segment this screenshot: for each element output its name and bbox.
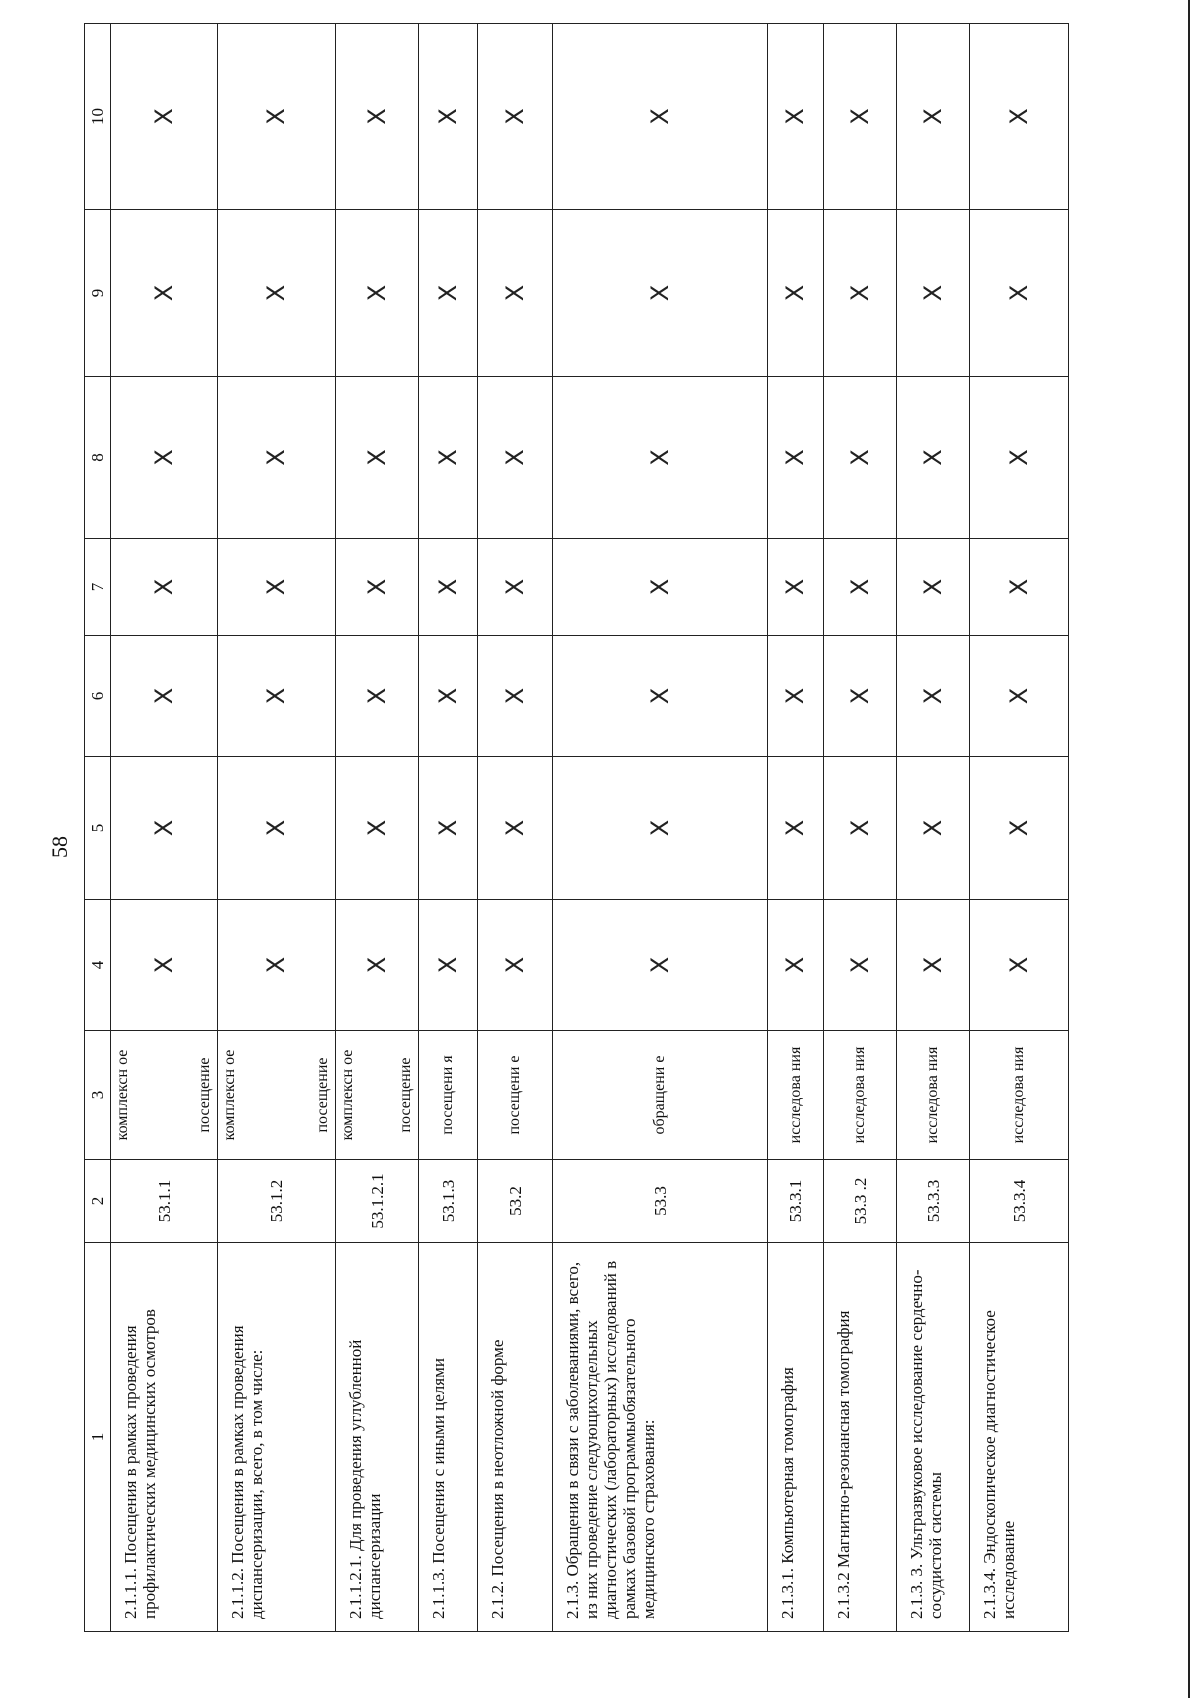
- x-mark-cell: X: [970, 24, 1069, 210]
- x-mark-cell: X: [336, 757, 419, 900]
- x-mark-cell: X: [419, 377, 478, 539]
- row-code-cell: 53.1.3: [419, 1160, 478, 1243]
- row-code-cell: 53.3.1: [768, 1160, 824, 1243]
- row-unit-cell: [897, 1031, 970, 1160]
- x-mark-cell: X: [897, 377, 970, 539]
- table-row: [218, 24, 336, 1632]
- x-mark-cell: X: [218, 210, 336, 377]
- row-unit-cell: [970, 1031, 1069, 1160]
- unit-label: комплексн ое: [339, 1049, 357, 1141]
- x-mark-cell: X: [768, 377, 824, 539]
- column-number-7: 7: [85, 539, 111, 636]
- table-row: [110, 24, 217, 1632]
- row-code-cell: 53.2: [478, 1160, 553, 1243]
- x-mark-cell: X: [336, 900, 419, 1031]
- x-mark-cell: X: [110, 900, 217, 1031]
- row-unit-cell: [218, 1031, 336, 1160]
- unit-label-secondary: посещение: [314, 1057, 332, 1133]
- unit-label: исследова ния: [1010, 1046, 1028, 1144]
- rotated-table-container: [84, 24, 1069, 1632]
- row-name-cell: 2.1.3. 3. Ультразвуковое исследование сердечно-сосудистой системы: [897, 1243, 970, 1632]
- column-number-3: 3: [85, 1031, 111, 1160]
- x-mark-cell: X: [897, 757, 970, 900]
- x-mark-cell: X: [110, 539, 217, 636]
- x-mark-cell: X: [824, 210, 897, 377]
- scan-edge-line: [1188, 0, 1190, 1698]
- x-mark-cell: X: [478, 900, 553, 1031]
- unit-label: комплексн ое: [221, 1049, 239, 1141]
- unit-label-secondary: посещение: [196, 1057, 214, 1133]
- x-mark-cell: X: [897, 900, 970, 1031]
- x-mark-cell: X: [553, 377, 768, 539]
- x-mark-cell: X: [970, 900, 1069, 1031]
- table-row: [553, 24, 768, 1632]
- x-mark-cell: X: [768, 539, 824, 636]
- row-code-cell: 53.1.2.1: [336, 1160, 419, 1243]
- x-mark-cell: X: [336, 377, 419, 539]
- x-mark-cell: X: [970, 539, 1069, 636]
- x-mark-cell: X: [553, 636, 768, 757]
- x-mark-cell: X: [419, 900, 478, 1031]
- table-row: [478, 24, 553, 1632]
- row-unit-cell: [419, 1031, 478, 1160]
- x-mark-cell: X: [970, 210, 1069, 377]
- row-name-cell: 2.1.2. Посещения в неотложной форме: [478, 1243, 553, 1632]
- column-number-1: 1: [85, 1243, 111, 1632]
- x-mark-cell: X: [478, 24, 553, 210]
- table-row: [897, 24, 970, 1632]
- table-row: [970, 24, 1069, 1632]
- x-mark-cell: X: [768, 24, 824, 210]
- x-mark-cell: X: [110, 636, 217, 757]
- x-mark-cell: X: [478, 377, 553, 539]
- row-name-cell: 2.1.1.3. Посещения с иными целями: [419, 1243, 478, 1632]
- x-mark-cell: X: [824, 900, 897, 1031]
- row-unit-cell: [824, 1031, 897, 1160]
- x-mark-cell: X: [824, 757, 897, 900]
- unit-label: комплексн ое: [113, 1049, 131, 1141]
- x-mark-cell: X: [218, 757, 336, 900]
- unit-label: исследова ния: [851, 1046, 869, 1144]
- column-number-9: 9: [85, 210, 111, 377]
- x-mark-cell: X: [768, 636, 824, 757]
- x-mark-cell: X: [478, 757, 553, 900]
- row-name-cell: 2.1.1.1. Посещения в рамках проведения профилактических медицинских осмотров: [110, 1243, 217, 1632]
- row-name-cell: 2.1.3.4. Эндоскопическое диагностическое исследование: [970, 1243, 1069, 1632]
- row-code-cell: 53.1.1: [110, 1160, 217, 1243]
- row-name-cell: 2.1.3.1. Компьютерная томография: [768, 1243, 824, 1632]
- column-number-10: 10: [85, 24, 111, 210]
- row-name-cell: 2.1.3.2 Магнитно-резонансная томография: [824, 1243, 897, 1632]
- unit-label-secondary: посещение: [397, 1057, 415, 1133]
- x-mark-cell: X: [970, 636, 1069, 757]
- column-number-5: 5: [85, 757, 111, 900]
- x-mark-cell: X: [478, 210, 553, 377]
- row-code-cell: 53.3.3: [897, 1160, 970, 1243]
- x-mark-cell: X: [824, 377, 897, 539]
- x-mark-cell: X: [553, 210, 768, 377]
- x-mark-cell: X: [824, 24, 897, 210]
- x-mark-cell: X: [419, 636, 478, 757]
- x-mark-cell: X: [110, 24, 217, 210]
- row-unit-cell: [336, 1031, 419, 1160]
- x-mark-cell: X: [897, 210, 970, 377]
- x-mark-cell: X: [218, 539, 336, 636]
- page-number: 58: [47, 836, 72, 858]
- x-mark-cell: X: [478, 636, 553, 757]
- unit-label: обращени е: [651, 1055, 669, 1135]
- row-code-cell: 53.3.4: [970, 1160, 1069, 1243]
- x-mark-cell: X: [824, 539, 897, 636]
- column-number-2: 2: [85, 1160, 111, 1243]
- table-row: [768, 24, 824, 1632]
- x-mark-cell: X: [970, 757, 1069, 900]
- x-mark-cell: X: [218, 636, 336, 757]
- x-mark-cell: X: [553, 900, 768, 1031]
- row-name-cell: 2.1.3. Обращения в связи с заболеваниями, всего, из них проведение следующихотдельных диагностических (лабораторных) исследований в рамках базовой программыобязательного медицинского страхования:: [553, 1243, 768, 1632]
- row-code-cell: 53.3: [553, 1160, 768, 1243]
- x-mark-cell: X: [419, 24, 478, 210]
- x-mark-cell: X: [553, 24, 768, 210]
- column-number-6: 6: [85, 636, 111, 757]
- unit-label: исследова ния: [786, 1046, 804, 1144]
- x-mark-cell: X: [553, 757, 768, 900]
- unit-label: посещени я: [439, 1055, 457, 1135]
- x-mark-cell: X: [768, 757, 824, 900]
- x-mark-cell: X: [768, 210, 824, 377]
- row-unit-cell: [768, 1031, 824, 1160]
- x-mark-cell: X: [478, 539, 553, 636]
- x-mark-cell: X: [824, 636, 897, 757]
- row-unit-cell: [110, 1031, 217, 1160]
- column-number-row: [85, 24, 111, 1632]
- unit-label: исследова ния: [924, 1046, 942, 1144]
- services-table: [84, 23, 1069, 1632]
- column-number-8: 8: [85, 377, 111, 539]
- table-row: [419, 24, 478, 1632]
- x-mark-cell: X: [336, 636, 419, 757]
- x-mark-cell: X: [419, 757, 478, 900]
- row-code-cell: 53.1.2: [218, 1160, 336, 1243]
- row-unit-cell: [553, 1031, 768, 1160]
- x-mark-cell: X: [336, 24, 419, 210]
- x-mark-cell: X: [218, 377, 336, 539]
- table-row: [336, 24, 419, 1632]
- x-mark-cell: X: [897, 539, 970, 636]
- x-mark-cell: X: [110, 377, 217, 539]
- row-code-cell: 53.3 .2: [824, 1160, 897, 1243]
- column-number-4: 4: [85, 900, 111, 1031]
- x-mark-cell: X: [970, 377, 1069, 539]
- x-mark-cell: X: [110, 210, 217, 377]
- x-mark-cell: X: [218, 24, 336, 210]
- x-mark-cell: X: [336, 539, 419, 636]
- x-mark-cell: X: [336, 210, 419, 377]
- x-mark-cell: X: [897, 636, 970, 757]
- x-mark-cell: X: [419, 539, 478, 636]
- unit-label: посещени е: [506, 1055, 524, 1135]
- row-name-cell: 2.1.1.2. Посещения в рамках проведения диспансеризации, всего, в том числе:: [218, 1243, 336, 1632]
- x-mark-cell: X: [553, 539, 768, 636]
- row-unit-cell: [478, 1031, 553, 1160]
- row-name-cell: 2.1.1.2.1. Для проведения углубленной диспансеризации: [336, 1243, 419, 1632]
- table-row: [824, 24, 897, 1632]
- x-mark-cell: X: [110, 757, 217, 900]
- x-mark-cell: X: [218, 900, 336, 1031]
- x-mark-cell: X: [419, 210, 478, 377]
- x-mark-cell: X: [897, 24, 970, 210]
- x-mark-cell: X: [768, 900, 824, 1031]
